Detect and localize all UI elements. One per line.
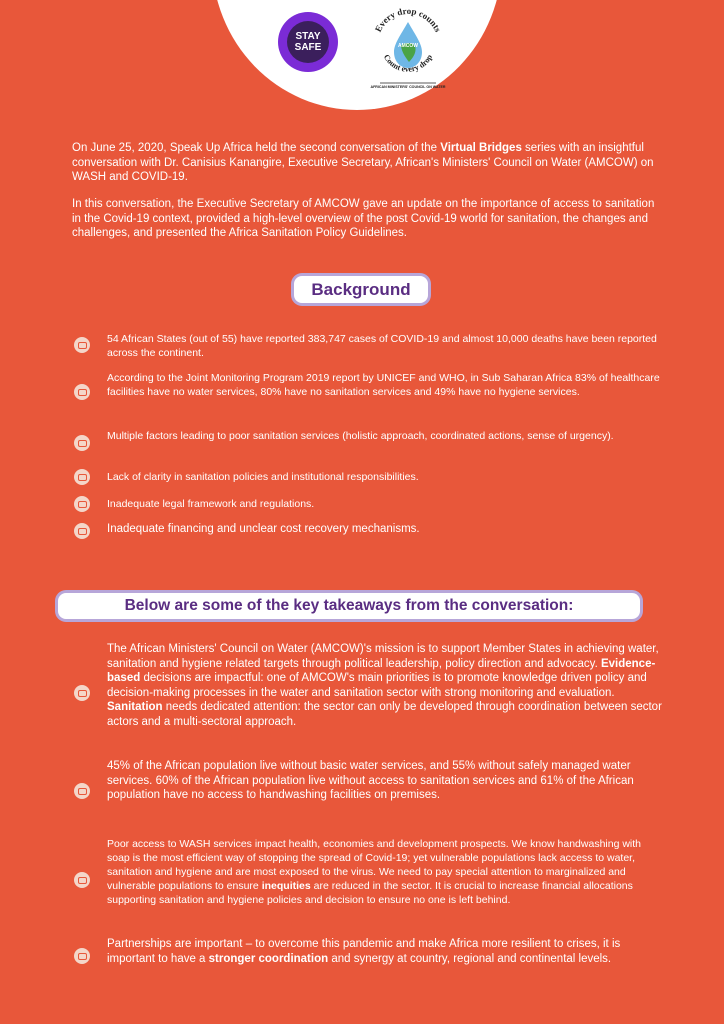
background-item-4: Lack of clarity in sanitation policies and institutional responsibilities. <box>107 471 419 483</box>
header-arc <box>212 0 502 110</box>
bullet-badge-icon <box>74 783 90 799</box>
takeaways-heading: Below are some of the key takeaways from the conversation: <box>58 593 640 619</box>
bullet-badge-icon <box>74 337 90 353</box>
background-item-6: Inadequate financing and unclear cost recovery mechanisms. <box>107 523 420 535</box>
takeaway-item-1: The African Ministers' Council on Water (AMCOW)'s mission is to support Member States in achieving water, sanitation and hygiene related targets through political leadership, policy direction and advocacy. Evidence-based decisions are impactful: one of AMCOW's main priorities is to promote knowledge driven policy and decision-making processes in the water and sanitation sector with strong monitoring and evaluation. Sanitation needs dedicated attention: the sector can only be developed through coordination between sector actors and a multi-sectoral approach. <box>107 643 662 728</box>
intro-paragraph-2: In this conversation, the Executive Secretary of AMCOW gave an update on the importance of access to sanitation in the Covid-19 context, provided a high-level overview of the post Covid-19 world for sanitation, the changes and challenges, and presented the Africa Sanitation Policy Guidelines. <box>72 198 655 239</box>
amcow-footer-text: AFRICAN MINISTERS' COUNCIL ON WATER <box>370 85 446 89</box>
bullet-badge-icon <box>74 872 90 888</box>
takeaway-item-3: Poor access to WASH services impact health, economies and development prospects. We know handwashing with soap is the most efficient way of stopping the spread of Covid-19; yet vulnerable populations lack access to water, sanitation and hygiene and are most exposed to the virus. We need to pay special attention to marginalized and vulnerable populations to ensure inequities are reduced in the sector. It is crucial to increase financial allocations supporting sanitation and hygiene policies and decision to ensure no one is left behind. <box>107 838 642 906</box>
background-item-1: 54 African States (out of 55) have reported 383,747 cases of COVID-19 and almost 10,000 deaths have been reported across the continent. <box>107 333 657 359</box>
bullet-badge-icon <box>74 523 90 539</box>
background-item-3: Multiple factors leading to poor sanitation services (holistic approach, coordinated actions, sense of urgency). <box>107 430 614 442</box>
background-item-2: According to the Joint Monitoring Program 2019 report by UNICEF and WHO, in Sub Saharan Africa 83% of healthcare facilities have no water services, 80% have no sanitation services and 49% have no hygiene services. <box>107 372 660 398</box>
bullet-badge-icon <box>74 384 90 400</box>
background-heading: Background <box>294 276 428 303</box>
amcow-top-text: Every drop counts <box>372 6 444 34</box>
takeaway-item-2: 45% of the African population live without basic water services, and 55% without safely managed water services. 60% of the African population live without access to sanitation services and 61% of the African population have no access to handwashing facilities on premises. <box>107 760 634 801</box>
bullet-badge-icon <box>74 685 90 701</box>
bullet-badge-icon <box>74 469 90 485</box>
stay-safe-line1: STAY <box>295 31 321 42</box>
virtual-bridges-highlight: Virtual Bridges <box>440 142 522 154</box>
intro-paragraph-1: On June 25, 2020, Speak Up Africa held the second conversation of the Virtual Bridges series with an insightful conversation with Dr. Canisius Kanangire, Executive Secretary, African's Ministers' Council on Water (AMCOW) on WASH and COVID-19. <box>72 142 654 183</box>
amcow-center-text: AMCOW <box>398 43 418 49</box>
stay-safe-logo <box>278 12 338 72</box>
bullet-badge-icon <box>74 948 90 964</box>
takeaway-item-4: Partnerships are important – to overcome this pandemic and make Africa more resilient to crises, it is important to have a stronger coordination and synergy at country, regional and continental levels. <box>107 938 621 965</box>
amcow-bottom-text: Count every drop <box>381 52 435 74</box>
bullet-badge-icon <box>74 496 90 512</box>
stay-safe-line2: SAFE <box>294 42 322 53</box>
background-item-5: Inadequate legal framework and regulations. <box>107 498 315 510</box>
bullet-badge-icon <box>74 435 90 451</box>
amcow-logo <box>368 6 448 90</box>
